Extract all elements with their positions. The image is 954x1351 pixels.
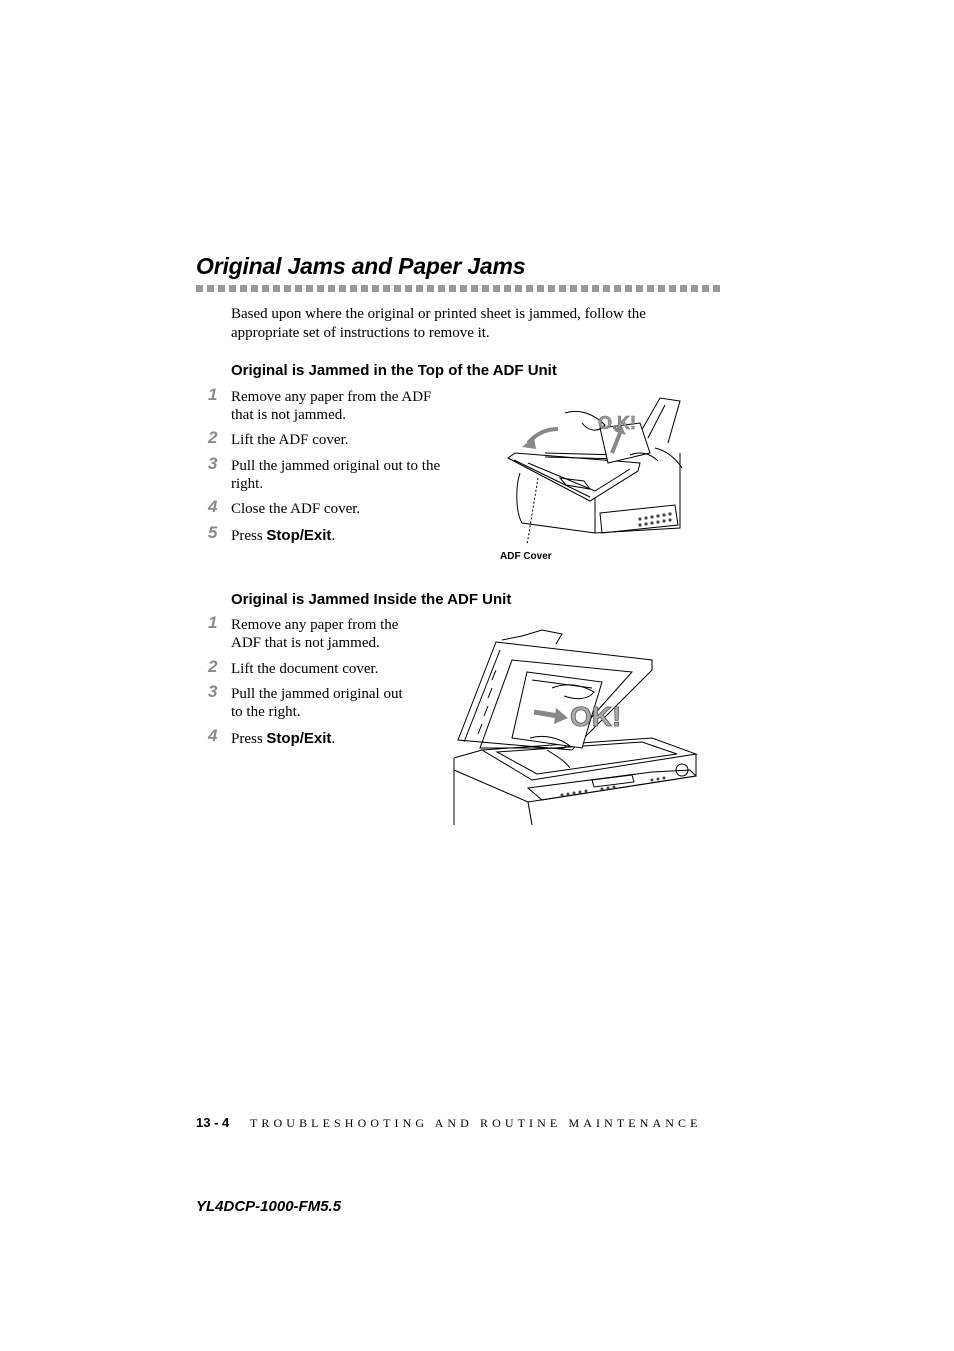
- step-number: 3: [208, 454, 218, 473]
- step-text: Pull the jammed original out to the right.: [231, 686, 403, 720]
- step-number: 1: [208, 613, 218, 632]
- step-text: Remove any paper from the ADF that is not jammed.: [231, 389, 432, 423]
- step-text-pre: Press: [231, 731, 267, 747]
- adf-inside-illustration: [452, 630, 700, 830]
- step-text: [231, 527, 451, 546]
- ok-label: O.K!: [598, 413, 636, 433]
- adf-top-illustration: [500, 393, 685, 548]
- step-number: 4: [208, 726, 218, 745]
- page-title: Original Jams and Paper Jams: [196, 253, 526, 279]
- step-number: 2: [208, 428, 218, 447]
- stop-exit-key-label: Stop/Exit: [266, 730, 332, 747]
- step-text: Remove any paper from the ADF that is not jammed.: [231, 617, 399, 651]
- page-number: 13 - 4: [196, 1115, 230, 1130]
- step-number: 2: [208, 657, 218, 676]
- step-number: 5: [208, 523, 218, 542]
- step-text: [231, 730, 411, 749]
- title-dotted-rule: [196, 285, 720, 292]
- chapter-title: TROUBLESHOOTING AND ROUTINE MAINTENANCE: [250, 1116, 702, 1130]
- step-text: Pull the jammed original out to the right.: [231, 458, 441, 492]
- step-text: Close the ADF cover.: [231, 501, 361, 517]
- step-number: 4: [208, 497, 218, 516]
- step-text: Lift the document cover.: [231, 661, 379, 677]
- step-text-post: .: [331, 528, 336, 544]
- section-heading-adf-top: Original is Jammed in the Top of the ADF Unit: [231, 362, 557, 379]
- step-number: 1: [208, 385, 218, 404]
- section-heading-adf-inside: Original is Jammed Inside the ADF Unit: [231, 591, 512, 608]
- intro-paragraph: Based upon where the original or printed sheet is jammed, follow the appropriate set of instructions to remove it.: [231, 306, 646, 341]
- document-code: YL4DCP-1000-FM5.5: [196, 1198, 342, 1215]
- step-text: Lift the ADF cover.: [231, 432, 349, 448]
- ok-label: OK!: [570, 701, 622, 732]
- stop-exit-key-label: Stop/Exit: [266, 527, 332, 544]
- step-number: 3: [208, 682, 218, 701]
- step-text-post: .: [331, 731, 336, 747]
- step-text-pre: Press: [231, 528, 267, 544]
- adf-cover-callout: ADF Cover: [500, 551, 552, 562]
